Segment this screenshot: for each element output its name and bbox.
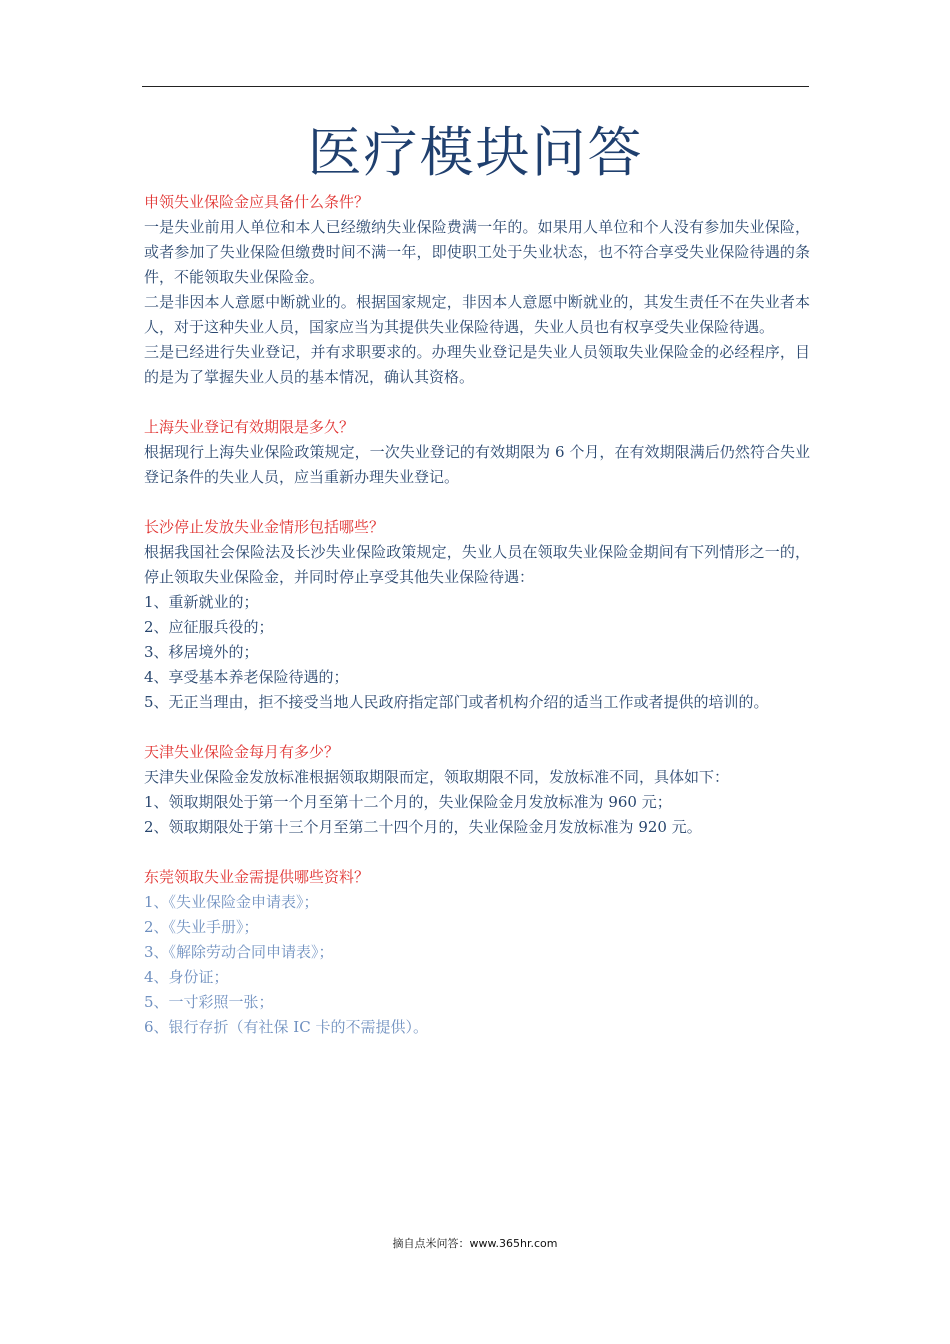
- list-item: 1、领取期限处于第一个月至第十二个月的，失业保险金月发放标准为 960 元；: [144, 793, 672, 811]
- list-item: 1、《失业保险金申请表》；: [144, 893, 319, 911]
- list-item: 4、享受基本养老保险待遇的；: [144, 668, 349, 686]
- list-item: 2、应征服兵役的；: [144, 618, 274, 636]
- list-item: 5、无正当理由，拒不接受当地人民政府指定部门或者机构介绍的适当工作或者提供的培训的。: [144, 693, 769, 711]
- qa-section: [144, 515, 810, 715]
- list-item: 2、《失业手册》；: [144, 918, 259, 936]
- qa-section: [144, 190, 810, 390]
- list-item: 3、移居境外的；: [144, 643, 259, 661]
- list-item: 1、重新就业的；: [144, 593, 259, 611]
- answer-paragraph: 根据我国社会保险法及长沙失业保险政策规定，失业人员在领取失业保险金期间有下列情形之一的，停止领取失业保险金，并同时停止享受其他失业保险待遇：: [144, 543, 810, 586]
- page-footer: 摘自点米问答：www.365hr.com: [392, 1237, 558, 1250]
- answer-paragraph: 一是失业前用人单位和本人已经缴纳失业保险费满一年的。如果用人单位和个人没有参加失业保险，或者参加了失业保险但缴费时间不满一年，即使职工处于失业状态，也不符合享受失业保险待遇的条件，不能领取失业保险金。: [144, 218, 810, 286]
- list-item: 4、身份证；: [144, 968, 229, 986]
- document-body: [144, 190, 810, 1065]
- qa-section: [144, 740, 810, 840]
- list-item: 5、一寸彩照一张；: [144, 993, 274, 1011]
- list-item: 3、《解除劳动合同申请表》；: [144, 943, 334, 961]
- question-heading: 上海失业登记有效期限是多久？: [144, 418, 355, 436]
- list-item: 6、银行存折（有社保 IC 卡的不需提供）。: [144, 1018, 428, 1036]
- question-heading: 东莞领取失业金需提供哪些资料？: [144, 868, 370, 886]
- answer-paragraph: 天津失业保险金发放标准根据领取期限而定，领取期限不同，发放标准不同，具体如下：: [144, 768, 730, 786]
- question-heading: 申领失业保险金应具备什么条件？: [144, 193, 370, 211]
- header-rule: [142, 86, 809, 87]
- qa-section: [144, 865, 810, 1040]
- question-heading: 长沙停止发放失业金情形包括哪些？: [144, 518, 385, 536]
- list-item: 2、领取期限处于第十三个月至第二十四个月的，失业保险金月发放标准为 920 元。: [144, 818, 702, 836]
- answer-paragraph: 根据现行上海失业保险政策规定，一次失业登记的有效期限为 6 个月，在有效期限满后仍然符合失业登记条件的失业人员，应当重新办理失业登记。: [144, 443, 810, 486]
- page-title: 医疗模块问答: [307, 121, 644, 184]
- answer-paragraph: 二是非因本人意愿中断就业的。根据国家规定，非因本人意愿中断就业的，其发生责任不在失业者本人，对于这种失业人员，国家应当为其提供失业保险待遇，失业人员也有权享受失业保险待遇。: [144, 293, 810, 336]
- question-heading: 天津失业保险金每月有多少？: [144, 743, 340, 761]
- answer-paragraph: 三是已经进行失业登记，并有求职要求的。办理失业登记是失业人员领取失业保险金的必经程序，目的是为了掌握失业人员的基本情况，确认其资格。: [144, 343, 810, 386]
- qa-section: [144, 415, 810, 490]
